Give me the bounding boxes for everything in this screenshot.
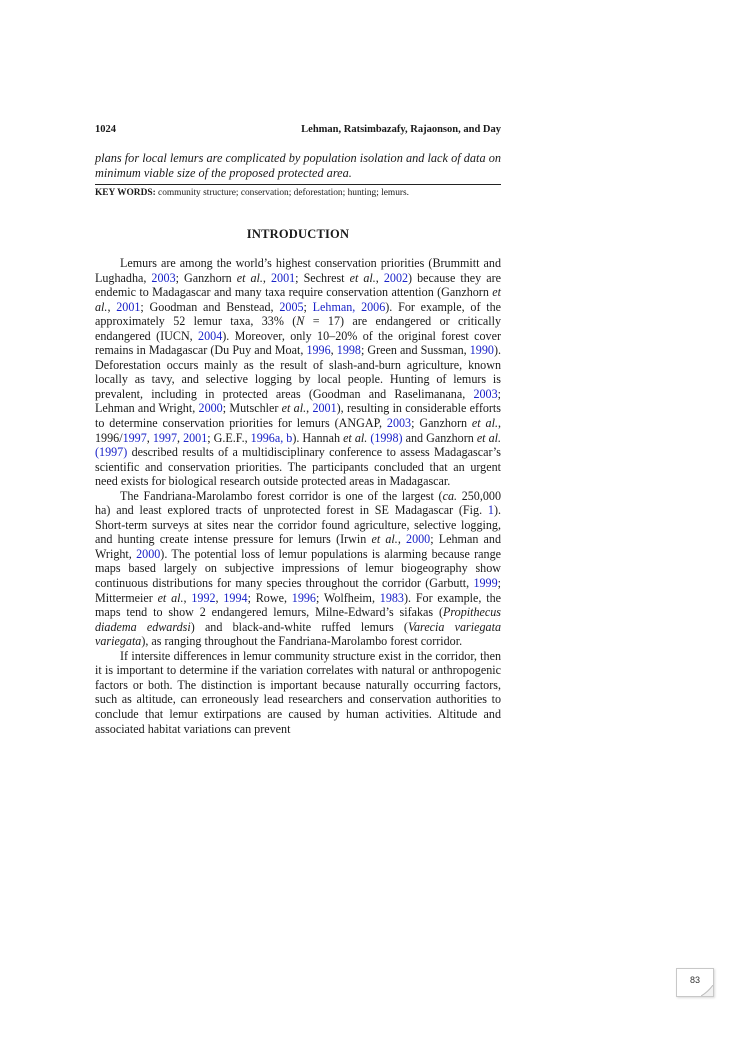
citation-link[interactable]: 2004 bbox=[198, 328, 223, 343]
citation-link[interactable]: 2001 bbox=[183, 430, 208, 445]
text-run: and Ganzhorn bbox=[402, 430, 477, 445]
italic-text: et al. bbox=[349, 270, 376, 285]
citation-link[interactable]: 2003 bbox=[386, 416, 412, 431]
text-run: , bbox=[306, 401, 313, 416]
citation-link[interactable]: 2000 bbox=[406, 532, 431, 547]
text-run: Lemurs are among the world’s highest conservation priorities (Brummitt and Lughadha, bbox=[95, 256, 501, 285]
text-run: ; Sechrest bbox=[295, 270, 350, 285]
italic-text: Propithecus diadema edwardsi bbox=[95, 605, 501, 634]
citation-link[interactable]: 1996a, b bbox=[250, 430, 293, 445]
citation-link[interactable]: 1990 bbox=[469, 343, 494, 358]
citation-link[interactable]: 2003 bbox=[151, 270, 176, 285]
italic-text: et al. bbox=[371, 532, 398, 547]
citation-link[interactable]: 1 bbox=[487, 503, 494, 518]
paragraph bbox=[95, 256, 501, 489]
citation-link[interactable]: 2003 bbox=[473, 386, 498, 401]
text-run: 250,000 ha) and least explored tracts of unprotected forest in SE Madagascar (Fig. bbox=[95, 488, 502, 518]
citation-link[interactable]: 1997 bbox=[122, 430, 147, 445]
keywords-text: community structure; conservation; deforestation; hunting; lemurs. bbox=[158, 188, 410, 198]
citation-link[interactable]: Lehman, 2006 bbox=[312, 299, 386, 314]
text-run: ), resulting in considerable efforts to determine conservation priorities for lemurs (ANGAP, bbox=[95, 401, 501, 431]
text-run: ; Goodman and Benstead, bbox=[140, 299, 280, 314]
italic-text: Varecia variegata variegata bbox=[95, 619, 501, 649]
text-run: , bbox=[375, 270, 384, 285]
text-run: described results of a multidisciplinary conference to assess Madagascar’s scientific and conservation priorities. The participants concluded that an urgent need exists for biological research outside protected areas in Madagascar. bbox=[95, 445, 501, 489]
text-run: ) and black-and-white ruffed lemurs ( bbox=[190, 619, 408, 634]
text-run: ). The potential loss of lemur populations is alarming because range maps based largely on subjective impressions of lemur biogeography show continuous distributions for many species throughout the corridor (Garbutt, bbox=[95, 546, 501, 591]
text-run: ; Lehman and Wright, bbox=[95, 532, 501, 561]
page-indicator[interactable] bbox=[676, 968, 714, 997]
paragraph bbox=[95, 489, 501, 649]
citation-link[interactable]: 2000 bbox=[198, 401, 223, 416]
page-number: 1024 bbox=[95, 124, 116, 135]
text-run: ; bbox=[303, 299, 313, 314]
text-run: ; Ganzhorn bbox=[411, 416, 472, 431]
italic-text: et al. bbox=[471, 416, 498, 431]
text-run: ). For example, of the approximately 52 lemur taxa, 33% ( bbox=[95, 299, 502, 329]
page-curl-icon bbox=[701, 985, 713, 996]
section-heading: INTRODUCTION bbox=[246, 227, 350, 241]
italic-text: et al. bbox=[281, 401, 307, 416]
citation-link[interactable]: 1983 bbox=[379, 590, 404, 605]
citation-link[interactable]: 2001 bbox=[312, 401, 337, 416]
citation-link[interactable]: 1996 bbox=[291, 590, 316, 605]
text-run: ; Wolfheim, bbox=[315, 590, 380, 605]
text-run: , bbox=[107, 299, 117, 314]
citation-link[interactable]: 2005 bbox=[279, 299, 304, 314]
italic-text: et al. bbox=[95, 285, 501, 314]
citation-link[interactable]: 1996 bbox=[306, 343, 331, 358]
text-run: , bbox=[330, 343, 337, 358]
text-run: ; Lehman and Wright, bbox=[95, 386, 501, 416]
keywords bbox=[95, 188, 501, 198]
text-run: = 17) are endangered or critically endangered (IUCN, bbox=[95, 314, 501, 343]
italic-text: et al. bbox=[476, 430, 502, 445]
page-indicator-number: 83 bbox=[689, 975, 700, 985]
text-run: ; Mittermeier bbox=[95, 576, 501, 605]
body-text bbox=[95, 256, 501, 736]
text-run: , bbox=[183, 590, 192, 605]
citation-link[interactable]: 1994 bbox=[223, 590, 248, 605]
italic-text: N bbox=[296, 314, 305, 329]
text-run: ). Hannah bbox=[292, 430, 344, 445]
text-run: ; G.E.F., bbox=[207, 430, 251, 445]
italic-text: et al. bbox=[157, 590, 184, 605]
text-run: , bbox=[146, 430, 153, 445]
citation-link[interactable]: 2001 bbox=[116, 299, 141, 314]
citation-link[interactable]: 2001 bbox=[270, 270, 296, 285]
text-run: ). Deforestation occurs mainly as the result of slash-and-burn agriculture, known locally as tavy, and selective logging by local people. Hunting of lemurs is prevalent, including in protected areas (Goodman and Raselimanana, bbox=[95, 343, 501, 401]
text-run: ). Short-term surveys at sites near the corridor found agriculture, selective logging, and hunting create intense pressure for lemurs (Irwin bbox=[95, 503, 501, 547]
citation-link[interactable]: 1999 bbox=[473, 576, 498, 591]
text-run: , bbox=[177, 430, 184, 445]
citation-link[interactable]: 1997 bbox=[152, 430, 177, 445]
citation-link[interactable]: 1992 bbox=[191, 590, 216, 605]
running-authors: Lehman, Ratsimbazafy, Rajaonson, and Day bbox=[301, 124, 501, 135]
text-run: ) because they are endemic to Madagascar and many taxa require conservation attention (Ganzhorn bbox=[95, 270, 502, 300]
divider-rule bbox=[95, 184, 501, 185]
text-run: ; Rowe, bbox=[247, 590, 292, 605]
paragraph bbox=[95, 649, 501, 736]
text-run: ). Moreover, only 10–20% of the original forest cover remains in Madagascar (Du Puy and Moat, bbox=[95, 328, 501, 358]
citation-link[interactable]: 2000 bbox=[136, 546, 161, 561]
text-run: ), as ranging throughout the Fandriana-Marolambo forest corridor. bbox=[141, 634, 463, 649]
text-run: , 1996/ bbox=[95, 416, 502, 445]
text-run: , bbox=[262, 270, 271, 285]
text-run: The Fandriana-Marolambo forest corridor is one of the largest ( bbox=[120, 488, 443, 503]
text-run: ; Green and Sussman, bbox=[360, 343, 470, 358]
italic-text: et al. bbox=[343, 430, 368, 445]
abstract-continuation: plans for local lemurs are complicated by population isolation and lack of data on minimum viable size of the proposed protected area. bbox=[95, 151, 501, 180]
citation-link[interactable]: 2002 bbox=[383, 270, 409, 285]
text-run: ). For example, the maps tend to show 2 endangered lemurs, Milne-Edward’s sifakas ( bbox=[95, 590, 501, 620]
text-run: If intersite differences in lemur community structure exist in the corridor, then it is important to determine if the variation correlates with natural or anthropogenic factors or both. The distinction is important because naturally occurring factors, such as altitude, can erroneously lead researchers and conservation authorities to conclude that lemur extirpations are caused by human activities. Altitude and associated habitat variations can prevent bbox=[95, 648, 501, 736]
citation-link[interactable]: (1997) bbox=[95, 445, 128, 460]
citation-link[interactable]: 1998 bbox=[336, 343, 361, 358]
italic-text: et al. bbox=[236, 270, 263, 285]
text-run: ; Mutschler bbox=[222, 401, 282, 416]
text-run: , bbox=[397, 532, 407, 547]
citation-link[interactable]: (1998) bbox=[370, 430, 403, 445]
italic-text: ca. bbox=[442, 488, 458, 503]
keywords-label: KEY WORDS: bbox=[95, 188, 156, 198]
text-run: ; Ganzhorn bbox=[175, 270, 237, 285]
text-run: , bbox=[215, 590, 224, 605]
